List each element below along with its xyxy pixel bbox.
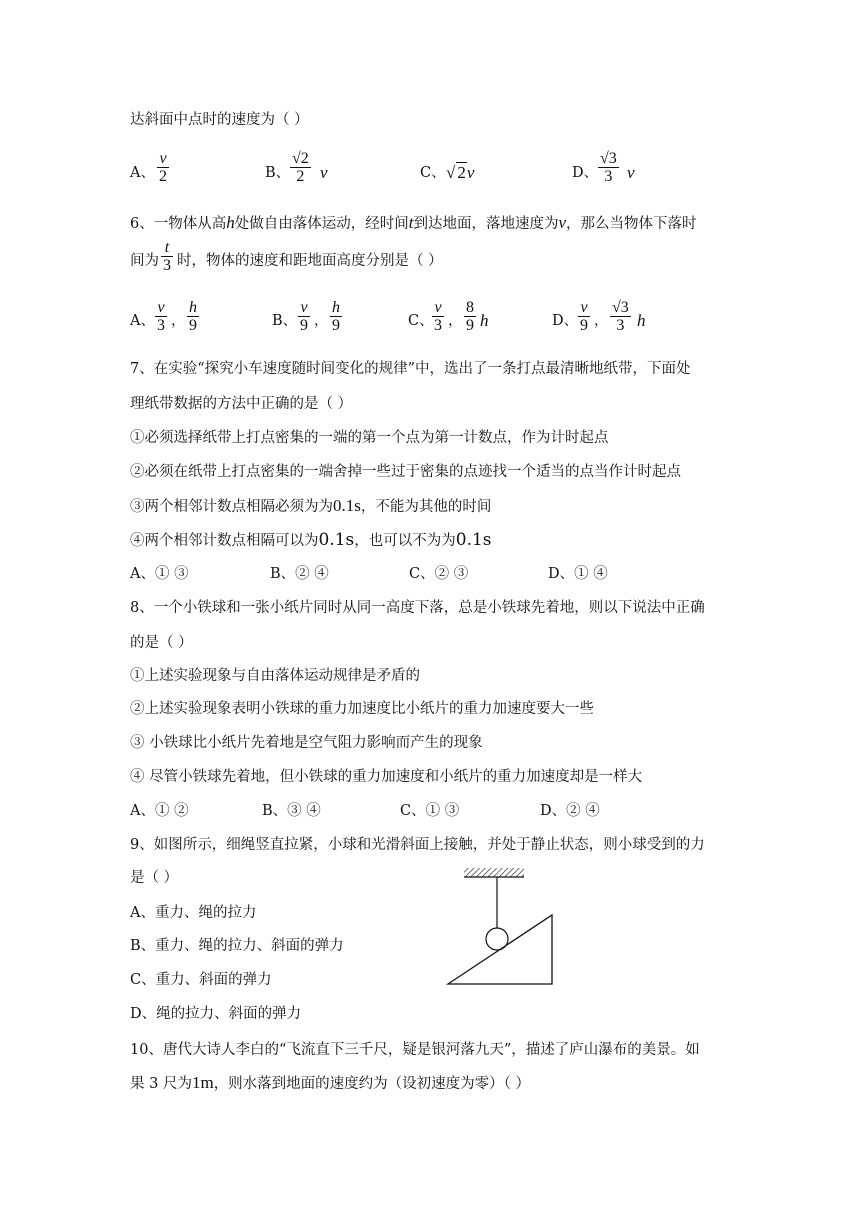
q5-option-b-label: B、: [265, 165, 291, 181]
q6-option-c-f1: v 3: [434, 299, 442, 334]
q6-line-2-fraction: t 3: [163, 239, 171, 274]
q6-option-a-f1: v 3: [157, 299, 165, 334]
q6-option-d-label: D、: [552, 313, 579, 329]
q7-statement-2: ②必须在纸带上打点密集的一端舍掉一些过于密集的点迹找一个适当的点当作计时起点: [130, 464, 681, 480]
q9-option-d: D、绳的拉力、斜面的弹力: [130, 1006, 302, 1022]
q6-option-d-f2: √3 3: [612, 299, 629, 334]
q9-option-b: B、重力、绳的拉力、斜面的弹力: [130, 938, 344, 954]
q5-option-d-fraction: √3 3: [600, 150, 617, 185]
q8-statement-2: ②上述实验现象表明小铁球的重力加速度比小纸片的重力加速度要大一些: [130, 701, 594, 717]
q6-option-b-f1: v 9: [300, 299, 308, 334]
q7-option-c: C、② ③: [409, 566, 469, 582]
q10-line-1: 10、唐代大诗人李白的“飞流直下三千尺，疑是银河落九天”，描述了庐山瀑布的美景。如: [130, 1042, 700, 1058]
q6-option-d-tail: h: [637, 311, 646, 330]
q9-option-c: C、重力、斜面的弹力: [130, 972, 272, 988]
q7-option-b: B、② ④: [270, 566, 329, 582]
q7-option-a: A、① ③: [130, 566, 189, 582]
q6-line-2-pre: 间为: [130, 253, 159, 269]
q8-line-2: 的是（ ）: [130, 635, 193, 651]
q9-line-2: 是（ ）: [130, 870, 179, 886]
q8-statement-3: ③ 小铁球比小纸片先着地是空气阻力影响而产生的现象: [130, 735, 483, 751]
q6-option-c-sep: ，: [448, 313, 463, 329]
q5-option-c-value: √ 2v: [446, 163, 475, 182]
q7-statement-4: ④两个相邻计数点相隔可以为0.1s，也可以不为为0.1s: [130, 530, 492, 550]
q6-option-a-label: A、: [130, 313, 155, 329]
q8-statement-1: ①上述实验现象与自由落体运动规律是矛盾的: [130, 668, 420, 684]
q8-option-c: C、① ③: [400, 803, 460, 819]
q6-option-b-sep: ，: [314, 313, 329, 329]
q6-option-b-label: B、: [272, 313, 298, 329]
q5-option-b-tail: v: [320, 163, 328, 182]
q7-line-1: 7、在实验“探究小车速度随时间变化的规律”中，选出了一条打点最清晰地纸带，下面处: [130, 361, 691, 377]
q6-option-c-f2: 8 9: [466, 299, 474, 334]
q5-option-b-fraction: √2 2: [292, 150, 309, 185]
q8-line-1: 8、一个小铁球和一张小纸片同时从同一高度下落，总是小铁球先着地，则以下说法中正确: [130, 600, 705, 616]
q6-option-d-f1: v 9: [580, 299, 588, 334]
q10-line-2: 果 3 尺为1m，则水落到地面的速度约为（设初速度为零）（ ）: [130, 1073, 531, 1092]
q5-text: 达斜面中点时的速度为（ ）: [130, 112, 309, 128]
q7-statement-1: ①必须选择纸带上打点密集的一端的第一个点为第一计数点，作为计时起点: [130, 430, 609, 446]
q6-option-a-sep: ，: [171, 313, 186, 329]
q9-line-1: 9、如图所示，细绳竖直拉紧，小球和光滑斜面上接触，并处于静止状态，则小球受到的力: [130, 837, 705, 853]
q6-option-c-tail: h: [480, 311, 489, 330]
q8-option-b: B、③ ④: [262, 803, 321, 819]
q7-line-2: 理纸带数据的方法中正确的是（ ）: [130, 396, 353, 412]
q6-option-d-sep: ，: [594, 313, 609, 329]
q8-statement-4: ④ 尽管小铁球先着地，但小铁球的重力加速度和小纸片的重力加速度却是一样大: [130, 769, 643, 785]
q8-option-a: A、① ②: [130, 803, 189, 819]
q6-option-b-f2: h 9: [332, 299, 340, 334]
q8-option-d: D、② ④: [540, 803, 600, 819]
q9-option-a: A、重力、绳的拉力: [130, 905, 257, 921]
q6-option-a-f2: h 9: [189, 299, 197, 334]
incline: [448, 915, 552, 984]
q5-option-d-label: D、: [572, 165, 599, 181]
q6-option-c-label: C、: [408, 313, 434, 329]
q9-figure: [440, 862, 560, 990]
ceiling-hatch: [464, 868, 524, 877]
q6-line-2-post: 时，物体的速度和距地面高度分别是（ ）: [177, 253, 443, 269]
q7-option-d: D、① ④: [548, 566, 608, 582]
q7-statement-3: ③两个相邻计数点相隔必须为为0.1s，不能为其他的时间: [130, 496, 492, 515]
q5-option-a-fraction: v 2: [159, 150, 167, 185]
q5-option-c-label: C、: [420, 165, 446, 181]
q5-option-d-tail: v: [627, 163, 635, 182]
q5-option-a-label: A、: [130, 165, 155, 181]
q6-line-1: 6、一物体从高h处做自由落体运动，经时间t到达地面，落地速度为v，那么当物体下落时: [130, 213, 697, 232]
